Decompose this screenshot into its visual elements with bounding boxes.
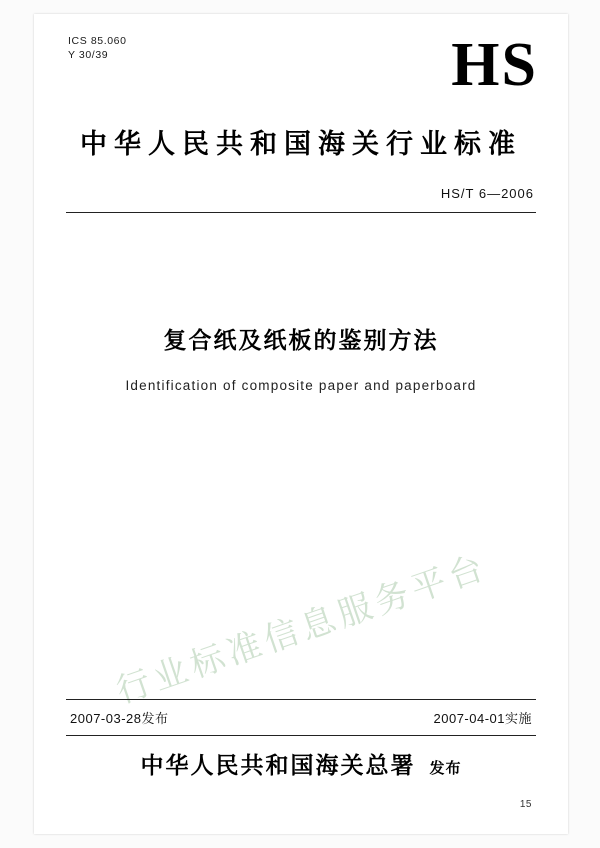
divider-bottom-upper [66, 699, 536, 700]
issuer-name: 中华人民共和国海关总署 [140, 753, 416, 778]
dates-row [66, 708, 536, 728]
issuer-verb: 发布 [429, 761, 462, 777]
watermark-text: 行业标准信息服务平台 [111, 548, 493, 711]
hs-logo: HS [451, 31, 538, 99]
page-number: 15 [519, 799, 532, 810]
standard-number: HS/T 6—2006 [440, 186, 534, 201]
divider-top [66, 212, 536, 213]
ics-block [68, 34, 127, 62]
effective-date: 2007-04-01实施 [433, 711, 532, 726]
ics-code: ICS 85.060 [68, 35, 127, 47]
document-title-cn: 复合纸及纸板的鉴别方法 [163, 328, 439, 353]
document-title-en: Identification of composite paper and paperboard [125, 378, 477, 393]
classification-code: Y 30/39 [68, 49, 109, 62]
issue-date: 2007-03-28发布 [70, 711, 169, 726]
cover-content [64, 26, 538, 824]
issuer-line [64, 747, 538, 780]
divider-bottom-lower [66, 735, 536, 736]
cover-sheet [34, 14, 568, 834]
organization-title: 中华人民共和国海关行业标准 [80, 129, 522, 159]
